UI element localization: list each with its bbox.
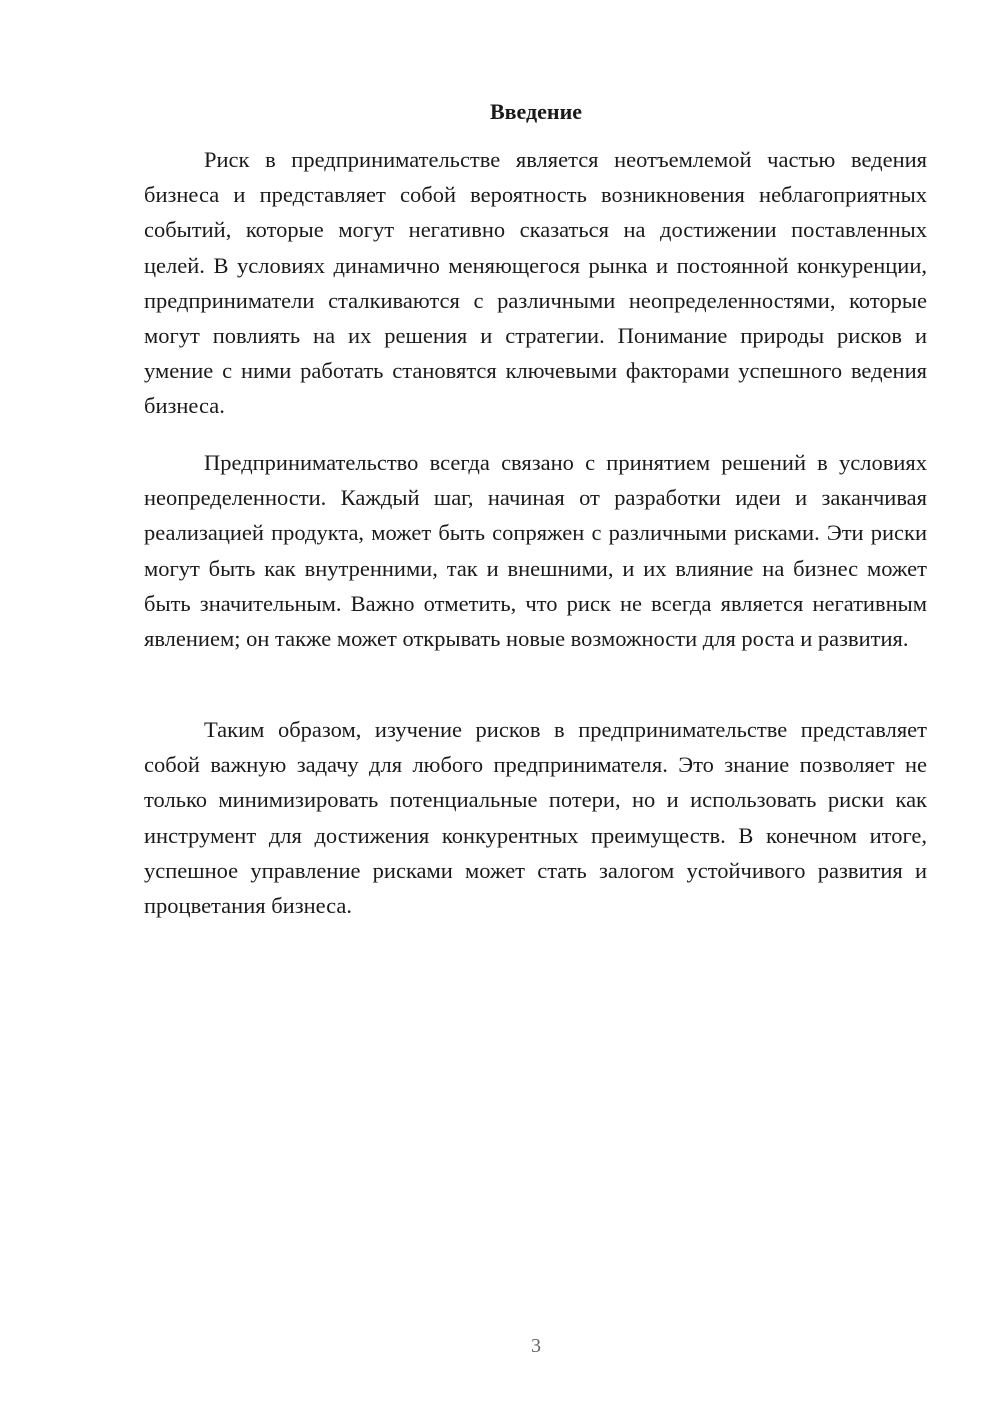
- paragraph-3: Таким образом, изучение рисков в предпринимательстве представляет собой важную задачу для любого предпринимателя. Это знание позволяет не только минимизировать потенциальные потери, но и использовать риски как инструмент для достижения конкурентных преимуществ. В конечном итоге, успешное управление рисками может стать залогом устойчивого развития и процветания бизнеса.: [144, 717, 927, 919]
- paragraph-2: Предпринимательство всегда связано с принятием решений в условиях неопределенности. Каждый шаг, начиная от разработки идеи и заканчивая реализацией продукта, может быть сопряжен с различными рисками. Эти риски могут быть как внутренними, так и внешними, и их влияние на бизнес может быть значительным. Важно отметить, что риск не всегда является негативным явлением; он также может открывать новые возможности для роста и развития.: [144, 450, 927, 652]
- page-number: 3: [531, 1335, 541, 1357]
- paragraph-1: Риск в предпринимательстве является неотъемлемой частью ведения бизнеса и представляет собой вероятность возникновения неблагоприятных событий, которые могут негативно сказаться на достижении поставленных целей. В условиях динамично меняющегося рынка и постоянной конкуренции, предприниматели сталкиваются с различными неопределенностями, которые могут повлиять на их решения и стратегии. Понимание природы рисков и умение с ними работать становятся ключевыми факторами успешного ведения бизнеса.: [144, 147, 927, 419]
- section-heading: Введение: [489, 99, 583, 124]
